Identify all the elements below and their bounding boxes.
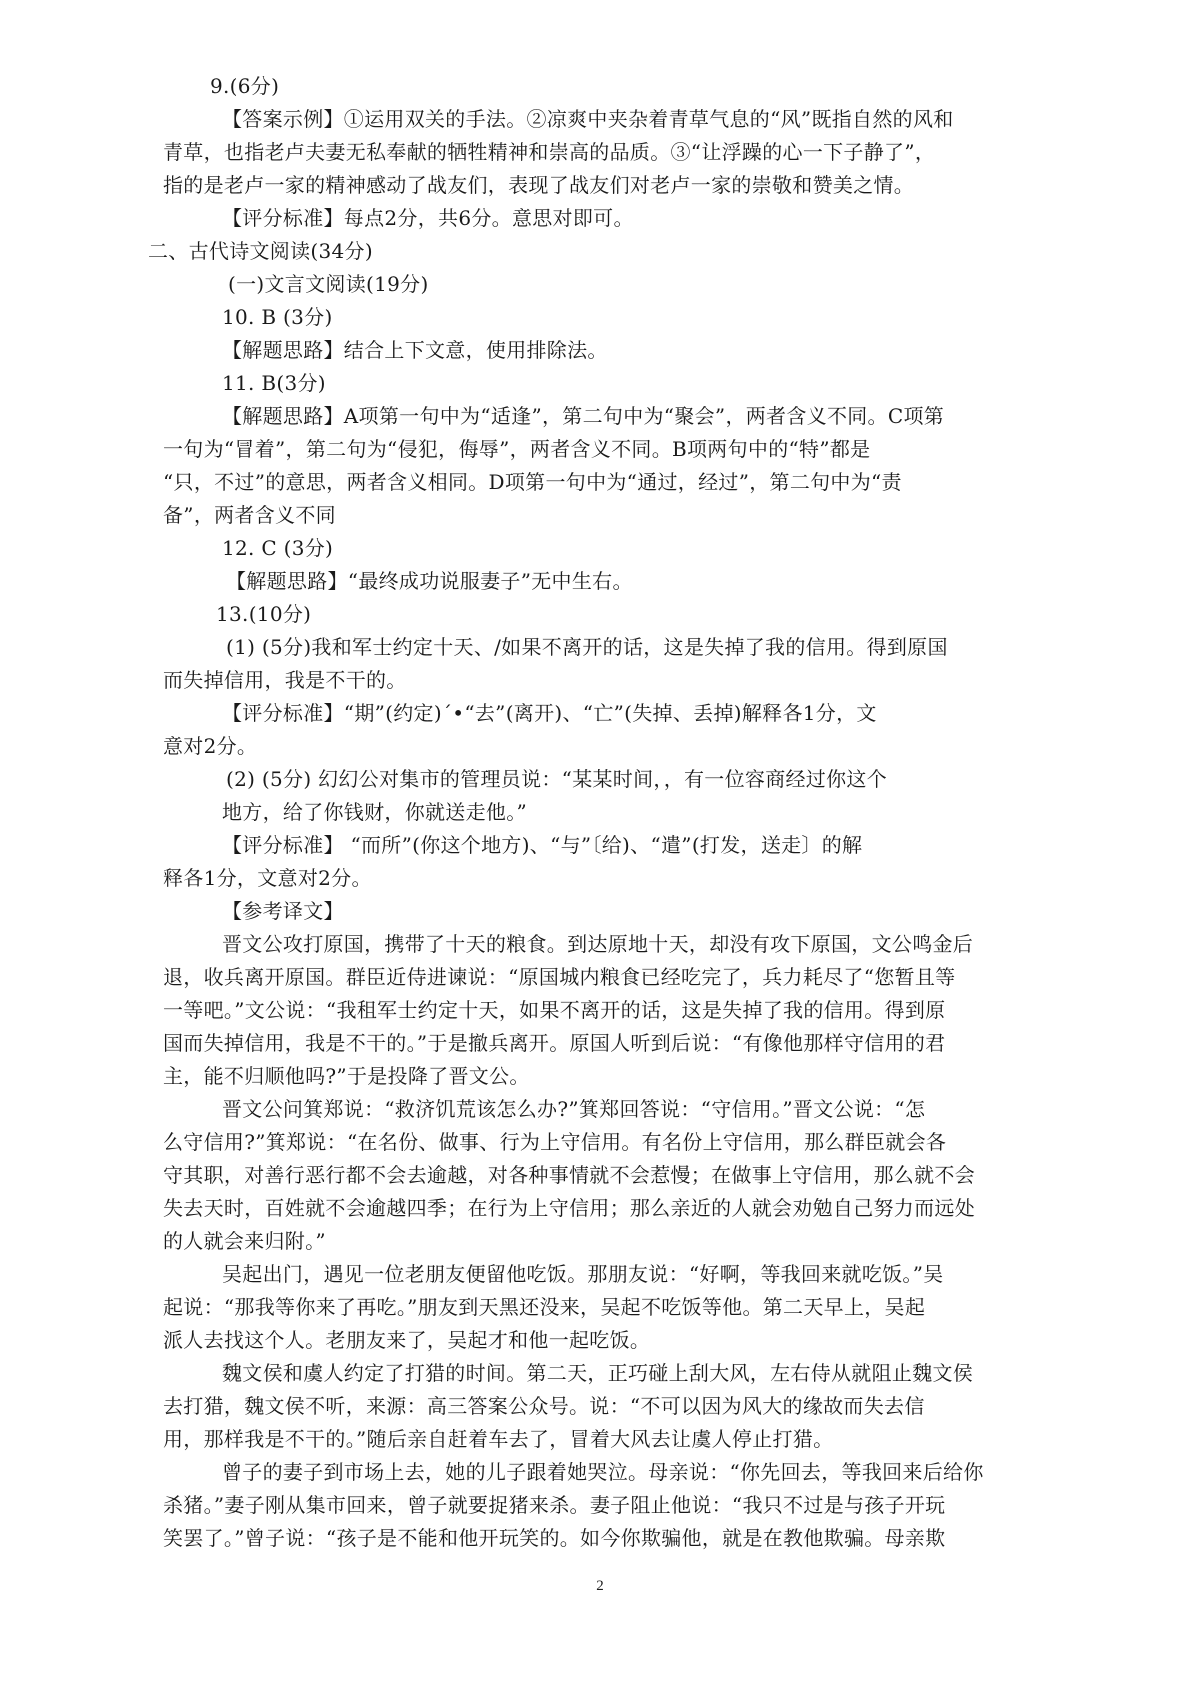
text-line: 晋文公问箕郑说：“救济饥荒该怎么办?”箕郑回答说：“守信用。”晋文公说：“怎 bbox=[222, 1097, 926, 1121]
text-line: 退，收兵离开原国。群臣近侍进谏说：“原国城内粮食已经吃完了，兵力耗尽了“您暂且等 bbox=[163, 965, 956, 989]
text-line: 国而失掉信用，我是不干的。”于是撤兵离开。原国人听到后说：“有像他那样守信用的君 bbox=[163, 1031, 946, 1055]
text-line: 释各1分，文意对2分。 bbox=[163, 866, 372, 890]
text-line: 11. B(3分) bbox=[222, 371, 326, 395]
text-line: 青草，也指老卢夫妻无私奉献的牺牲精神和崇高的品质。③“让浮躁的心一下子静了”， bbox=[163, 140, 936, 164]
text-line: 失去天时，百姓就不会逾越四季；在行为上守信用；那么亲近的人就会劝勉自己努力而远处 bbox=[163, 1196, 975, 1220]
text-line: 9.(6分) bbox=[210, 74, 280, 98]
text-line: 曾子的妻子到市场上去，她的儿子跟着她哭泣。母亲说：“你先回去，等我回来后给你 bbox=[222, 1460, 984, 1484]
text-line: 的人就会来归附。” bbox=[163, 1229, 326, 1253]
text-line: (1) (5分)我和军士约定十天、/如果不离开的话，这是失掉了我的信用。得到原国 bbox=[226, 635, 948, 659]
text-line: 【解题思路】结合上下文意，使用排除法。 bbox=[222, 338, 608, 362]
text-line: 意对2分。 bbox=[163, 734, 258, 758]
text-line: 杀猪。”妻子刚从集市回来，曾子就要捉猪来杀。妻子阻止他说：“我只不过是与孩子开玩 bbox=[163, 1493, 946, 1517]
text-line: 去打猎，魏文侯不听，来源：高三答案公众号。说：“不可以因为风大的缘故而失去信 bbox=[163, 1394, 925, 1418]
text-line: 【评分标准】 “而所”(你这个地方)、“与”〔给)、“遣”(打发，送走〕的解 bbox=[222, 833, 863, 857]
text-line: 13.(10分) bbox=[216, 602, 312, 626]
text-line: 用，那样我是不干的。”随后亲自赶着车去了，冒着大风去让虞人停止打猎。 bbox=[163, 1427, 834, 1451]
text-line: 【参考译文】 bbox=[222, 899, 344, 923]
text-line: 【答案示例】①运用双关的手法。②凉爽中夹杂着青草气息的“风”既指自然的风和 bbox=[222, 107, 954, 131]
text-line: 吴起出门，遇见一位老朋友便留他吃饭。那朋友说：“好啊，等我回来就吃饭。”吴 bbox=[222, 1262, 944, 1286]
text-line: 一句为“冒着”，第二句为“侵犯，侮辱”，两者含义不同。B项两句中的“特”都是 bbox=[163, 437, 871, 461]
text-line: 起说：“那我等你来了再吃。”朋友到天黑还没来，吴起不吃饭等他。第二天早上，吴起 bbox=[163, 1295, 926, 1319]
section-heading: 二、古代诗文阅读(34分) bbox=[148, 239, 373, 263]
text-line: 【解题思路】A项第一句中为“适逢”，第二句中为“聚会”，两者含义不同。C项第 bbox=[222, 404, 945, 428]
text-line: 么守信用?”箕郑说：“在名份、做事、行为上守信用。有名份上守信用，那么群臣就会各 bbox=[163, 1130, 947, 1154]
text-line: (2) (5分) 幻幻公对集市的管理员说：“某某时间，，有一位容商经过你这个 bbox=[226, 767, 887, 791]
text-line: 主，能不归顺他吗?”于是投降了晋文公。 bbox=[163, 1064, 530, 1088]
text-line: 【解题思路】“最终成功说服妻子”无中生右。 bbox=[226, 569, 633, 593]
text-line: 而失掉信用，我是不干的。 bbox=[163, 668, 407, 692]
text-line: 备”，两者含义不同 bbox=[163, 503, 336, 527]
text-line: 魏文侯和虞人约定了打猎的时间。第二天，正巧碰上刮大风，左右侍从就阻止魏文侯 bbox=[222, 1361, 974, 1385]
text-line: 10. B (3分) bbox=[222, 305, 333, 329]
text-line: 晋文公攻打原国，携带了十天的粮食。到达原地十天，却没有攻下原国，文公鸣金后 bbox=[222, 932, 974, 956]
text-line: “只，不过”的意思，两者含义相同。D项第一句中为“通过，经过”，第二句中为“责 bbox=[163, 470, 902, 494]
text-line: 地方，给了你钱财，你就送走他。” bbox=[222, 800, 528, 824]
text-line: 12. C (3分) bbox=[222, 536, 334, 560]
text-line: 派人去找这个人。老朋友来了，吴起才和他一起吃饭。 bbox=[163, 1328, 651, 1352]
subsection-heading: (一)文言文阅读(19分) bbox=[228, 272, 429, 296]
text-line: 守其职，对善行恶行都不会去逾越，对各种事情就不会惹慢；在做事上守信用，那么就不会 bbox=[163, 1163, 975, 1187]
text-line: 【评分标准】每点2分，共6分。意思对即可。 bbox=[222, 206, 634, 230]
text-line: 笑罢了。”曾子说：“孩子是不能和他开玩笑的。如今你欺骗他，就是在教他欺骗。母亲欺 bbox=[163, 1526, 946, 1550]
page-number: 2 bbox=[596, 1578, 604, 1594]
text-line: 指的是老卢一家的精神感动了战友们，表现了战友们对老卢一家的崇敬和赞美之情。 bbox=[163, 173, 915, 197]
text-line: 一等吧。”文公说：“我租军士约定十天，如果不离开的话，这是失掉了我的信用。得到原 bbox=[163, 998, 946, 1022]
text-line: 【评分标准】“期”(约定)´•“去”(离开)、“亡”(失掉、丢掉)解释各1分，文 bbox=[222, 701, 877, 725]
